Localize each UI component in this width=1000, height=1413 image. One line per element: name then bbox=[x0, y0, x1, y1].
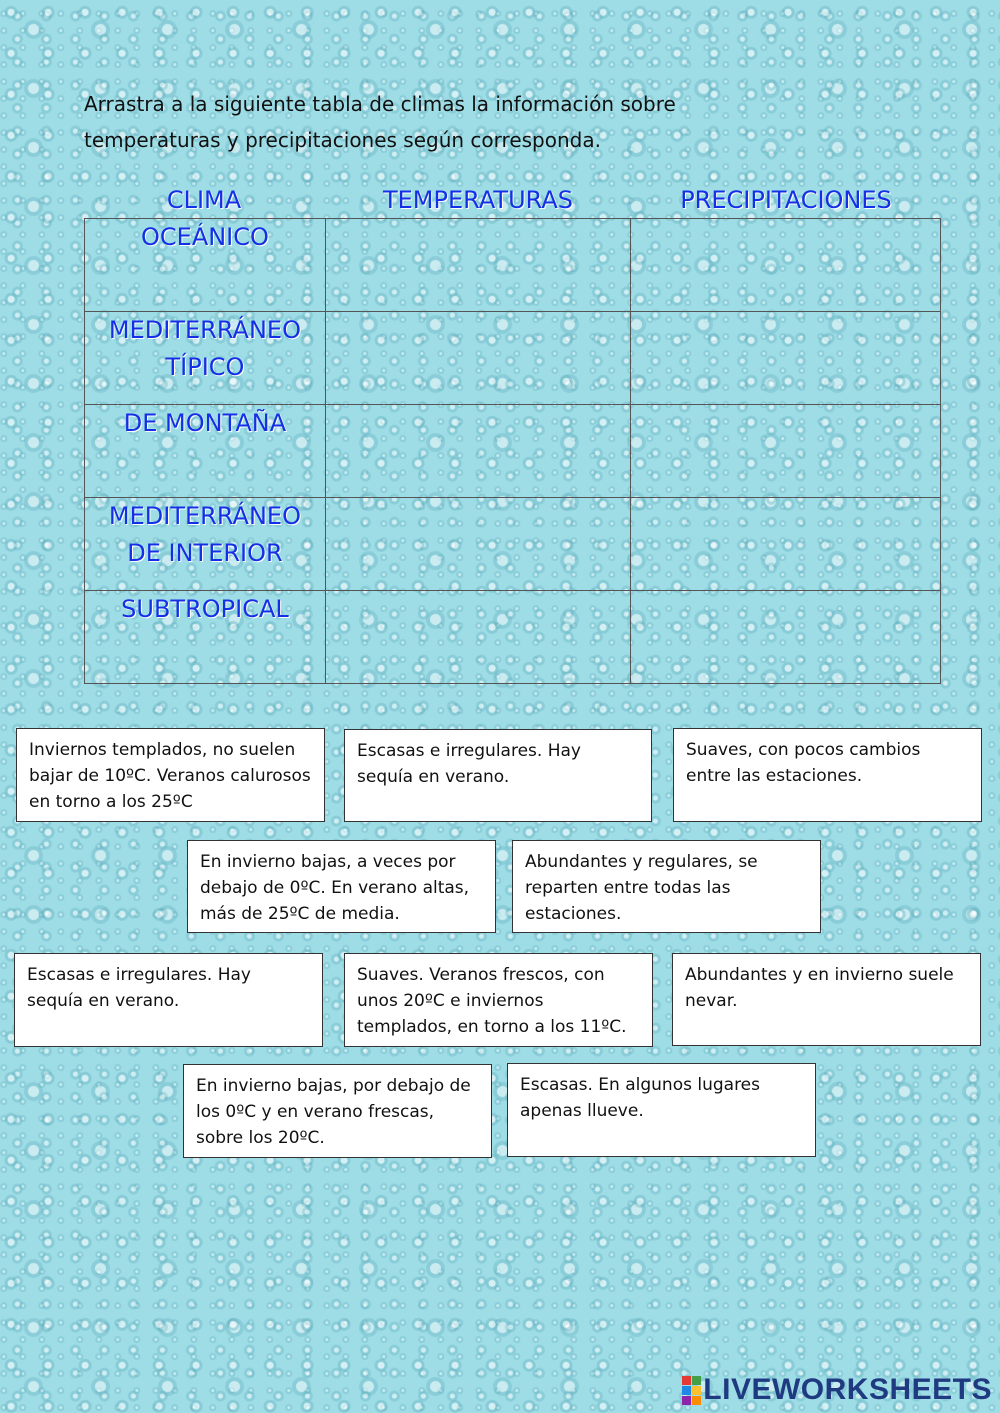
draggable-card[interactable]: Suaves. Veranos frescos, con unos 20ºC e inviernos templados, en torno a los 11ºC. bbox=[344, 953, 653, 1047]
instructions-line-1: Arrastra a la siguiente tabla de climas la información sobre bbox=[84, 92, 676, 116]
logo-block bbox=[682, 1376, 691, 1385]
clima-label-line: MEDITERRÁNEO bbox=[108, 502, 301, 530]
draggable-card[interactable]: Abundantes y regulares, se reparten entre todas las estaciones. bbox=[512, 840, 821, 933]
logo-block bbox=[682, 1396, 691, 1405]
table-row-mediterraneo-interior bbox=[85, 498, 941, 591]
table-row-subtropical bbox=[85, 591, 941, 684]
draggable-card[interactable]: Escasas. En algunos lugares apenas llueve. bbox=[507, 1063, 816, 1157]
draggable-card[interactable]: Inviernos templados, no suelen bajar de 10ºC. Veranos calurosos en torno a los 25ºC bbox=[16, 728, 325, 822]
drop-zone-temperatura[interactable] bbox=[325, 219, 631, 312]
clima-label bbox=[85, 498, 326, 591]
liveworksheets-logo bbox=[682, 1373, 992, 1407]
clima-label bbox=[85, 312, 326, 405]
logo-block bbox=[692, 1386, 701, 1395]
logo-block bbox=[682, 1386, 691, 1395]
clima-label bbox=[85, 405, 326, 498]
draggable-card[interactable]: Escasas e irregulares. Hay sequía en verano. bbox=[344, 729, 652, 822]
drop-zone-precipitacion[interactable] bbox=[631, 312, 941, 405]
table-row-oceanico bbox=[85, 219, 941, 312]
clima-label-line: DE INTERIOR bbox=[127, 539, 283, 567]
clima-label-line: DE MONTAÑA bbox=[123, 409, 287, 437]
draggable-card[interactable]: Suaves, con pocos cambios entre las estaciones. bbox=[673, 728, 982, 822]
table-row-de-montana bbox=[85, 405, 941, 498]
clima-label-line: SUBTROPICAL bbox=[121, 595, 289, 623]
draggable-card[interactable]: Escasas e irregulares. Hay sequía en verano. bbox=[14, 953, 323, 1047]
drop-zone-precipitacion[interactable] bbox=[631, 591, 941, 684]
logo-text: LIVEWORKSHEETS bbox=[703, 1373, 992, 1406]
drop-zone-temperatura[interactable] bbox=[325, 591, 631, 684]
draggable-card[interactable]: Abundantes y en invierno suele nevar. bbox=[672, 953, 981, 1046]
clima-label-line: TÍPICO bbox=[165, 353, 245, 381]
draggable-card[interactable]: En invierno bajas, por debajo de los 0ºC y en verano frescas, sobre los 20ºC. bbox=[183, 1064, 492, 1158]
instructions bbox=[84, 86, 844, 158]
drop-zone-precipitacion[interactable] bbox=[631, 219, 941, 312]
drop-zone-temperatura[interactable] bbox=[325, 312, 631, 405]
table-row-mediterraneo-tipico bbox=[85, 312, 941, 405]
clima-label bbox=[85, 591, 326, 684]
draggable-card[interactable]: En invierno bajas, a veces por debajo de 0ºC. En verano altas, más de 25ºC de media. bbox=[187, 840, 496, 933]
clima-label bbox=[85, 219, 326, 312]
climate-table bbox=[84, 218, 941, 684]
logo-blocks-icon bbox=[682, 1376, 701, 1405]
clima-label-line: OCEÁNICO bbox=[141, 223, 269, 251]
drop-zone-temperatura[interactable] bbox=[325, 498, 631, 591]
header-clima: CLIMA bbox=[166, 186, 242, 214]
instructions-line-2: temperaturas y precipitaciones según corresponda. bbox=[84, 128, 601, 152]
drop-zone-temperatura[interactable] bbox=[325, 405, 631, 498]
logo-block bbox=[692, 1376, 701, 1385]
header-temperaturas: TEMPERATURAS bbox=[382, 186, 573, 214]
drop-zone-precipitacion[interactable] bbox=[631, 498, 941, 591]
drop-zone-precipitacion[interactable] bbox=[631, 405, 941, 498]
logo-block bbox=[692, 1396, 701, 1405]
clima-label-line: MEDITERRÁNEO bbox=[108, 316, 301, 344]
header-precipitaciones: PRECIPITACIONES bbox=[680, 186, 892, 214]
